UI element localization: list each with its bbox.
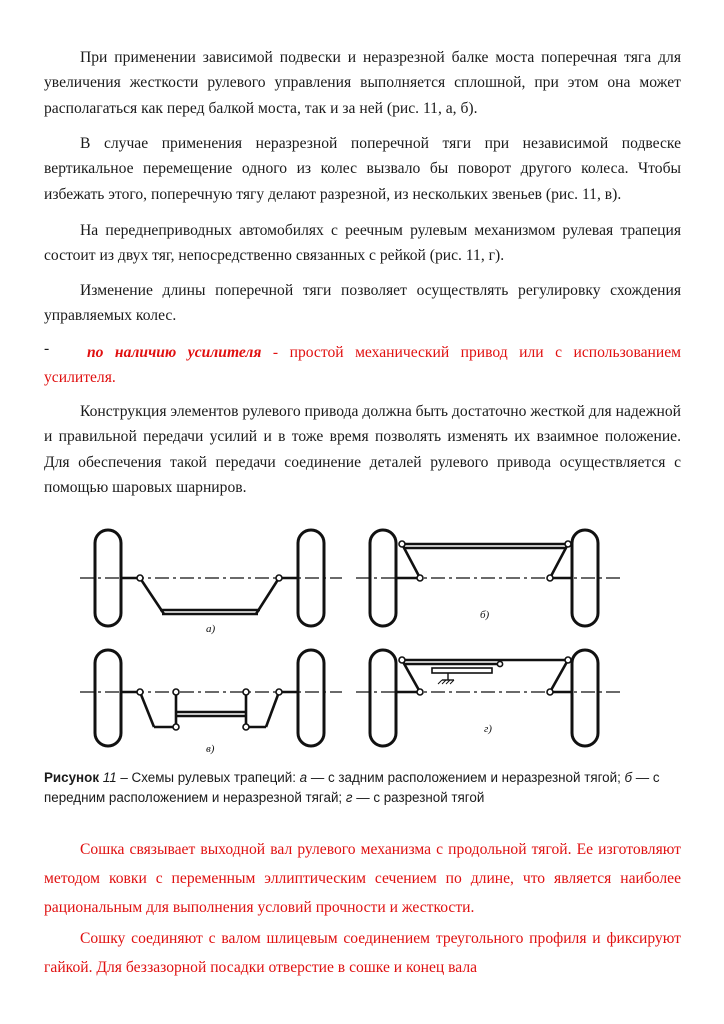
bullet-rest: - простой механический привод или с использованием усилителя. xyxy=(44,344,681,387)
bullet-term: по наличию усилителя xyxy=(87,344,262,361)
steering-trapezoid-figure xyxy=(80,522,620,762)
paragraph-6: Сошка связывает выходной вал рулевого механизма с продольной тягой. Ее изготовляют методом ковки с переменным эллиптическим сечением по длине, что является наиболее рациональным для выполнения условий прочности и жесткости. xyxy=(44,841,681,916)
caption-text-2: — с задним расположением и неразрезной тягой; xyxy=(307,770,625,785)
paragraph-5: Конструкция элементов рулевого привода должна быть достаточно жесткой для надежной и правильной передачи усилий и в тоже время позволять изменять их взаимное положение. Для обеспечения такой передачи соединение деталей рулевого привода осуществляется с помощью шаровых шарниров. xyxy=(44,403,681,497)
diagram-g xyxy=(356,650,620,746)
wheel-right-v xyxy=(298,650,324,746)
caption-text-4: — с разрезной тягой xyxy=(352,790,485,805)
caption-text-1: – Схемы рулевых трапеций: xyxy=(116,770,300,785)
wheel-left-v xyxy=(95,650,121,746)
paragraph-2: В случае применения неразрезной поперечной тяги при независимой подвеске вертикальное перемещение одного из колес вызвало бы поворот другого колеса. Чтобы избежать этого, поперечную тягу делают разрезной, из нескольких звеньев (рис. 11, в). xyxy=(44,135,681,203)
bullet-dash: - xyxy=(44,340,50,357)
paragraph-1: При применении зависимой подвески и неразрезной балке моста поперечная тяга для увеличения жесткости рулевого управления выполняется сплошной, при этом она может располагаться как перед балкой моста, так и за ней (рис. 11, а, б). xyxy=(44,49,681,117)
label-a: а) xyxy=(206,623,216,635)
caption-g: г xyxy=(345,790,353,805)
figure-caption xyxy=(44,768,681,808)
bullet-paragraph xyxy=(44,340,681,391)
diagram-v xyxy=(80,650,342,755)
label-v: в) xyxy=(206,743,215,755)
caption-text-3: — с передним расположением и неразрезной тягай; xyxy=(44,770,660,805)
paragraph-3: На переднеприводных автомобилях с реечным рулевым механизмом рулевая трапеция состоит из двух тяг, непосредственно связанных с рейкой (рис. 11, г). xyxy=(44,222,681,265)
wheel-left-g xyxy=(370,650,396,746)
diagram-b xyxy=(356,530,620,626)
paragraph-4: Изменение длины поперечной тяги позволяет осуществлять регулировку схождения управляемых колес. xyxy=(44,282,681,325)
label-b: б) xyxy=(480,609,490,621)
paragraph-7: Сошку соединяют с валом шлицевым соединением треугольного профиля и фиксируют гайкой. Для беззазорной посадки отверстие в сошке и конец вала xyxy=(44,930,681,976)
caption-b: б xyxy=(624,770,633,785)
label-g: г) xyxy=(484,723,492,735)
diagram-a xyxy=(80,530,342,635)
caption-num: 11 xyxy=(99,770,117,785)
wheel-right-g xyxy=(572,650,598,746)
caption-bold: Рисунок xyxy=(44,770,100,785)
caption-a: а xyxy=(299,770,308,785)
